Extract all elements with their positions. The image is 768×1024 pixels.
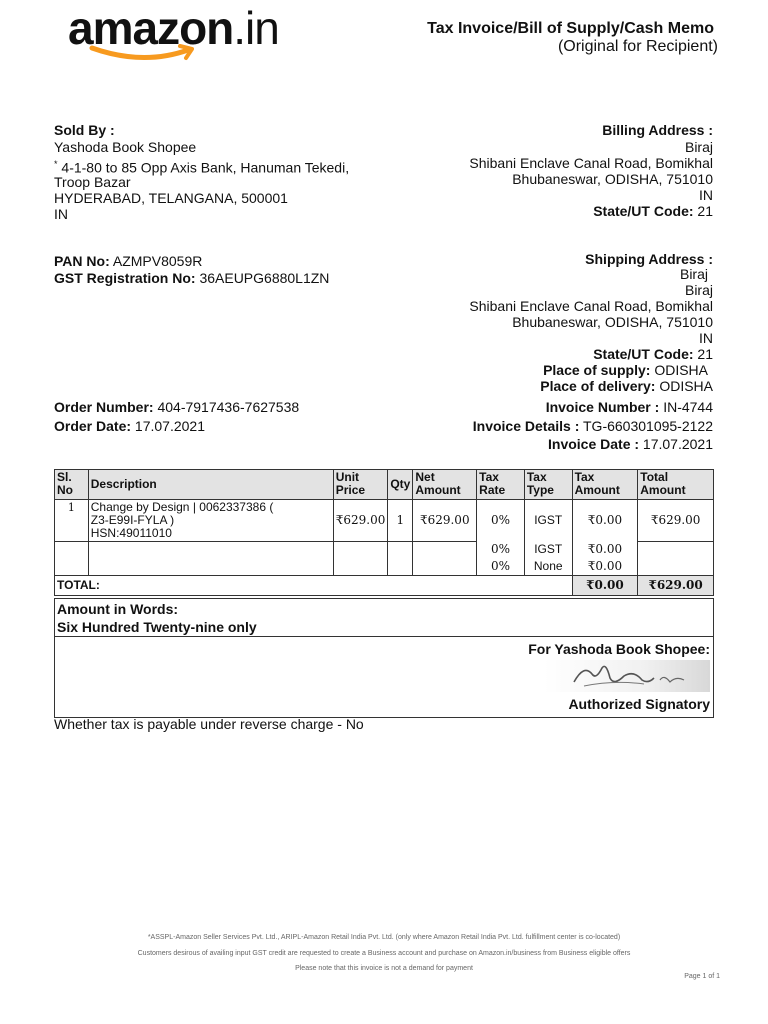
col-header-tax-amount: Tax Amount (572, 470, 638, 500)
order-date (54, 418, 205, 434)
cell-tax-type: None (524, 559, 572, 576)
invoice-number-label: Invoice Number : (545, 399, 660, 415)
document-subtitle: (Original for Recipient) (557, 38, 718, 55)
table-header-row (55, 470, 714, 500)
invoice-date-value: 17.07.2021 (642, 436, 713, 452)
total-tax-amount: ₹0.00 (572, 576, 638, 596)
invoice-details-label: Invoice Details : (472, 418, 580, 434)
page-number: Page 1 of 1 (684, 973, 720, 980)
place-of-delivery-value: ODISHA (659, 378, 713, 394)
footer-line-3: Please note that this invoice is not a demand for payment (295, 965, 473, 972)
order-number (54, 399, 299, 415)
cell-empty (413, 542, 477, 576)
cell-tax-rate: 0% (477, 559, 525, 576)
total-label: TOTAL: (55, 576, 573, 596)
shipping-address-label: Shipping Address : (585, 251, 713, 267)
amount-in-words-value: Six Hundred Twenty-nine only (57, 619, 257, 635)
seller-star: * (54, 159, 58, 169)
cell-tax-type: IGST (524, 542, 572, 559)
cell-tax-amount: ₹0.00 (572, 559, 638, 576)
billing-state-value: 21 (697, 203, 713, 219)
shipping-state-label: State/UT Code: (593, 346, 694, 362)
seller-address-1-text: 4-1-80 to 85 Opp Axis Bank, Hanuman Tekedi, (61, 159, 350, 176)
cell-net-amount: ₹629.00 (413, 500, 477, 542)
handwritten-signature-icon (544, 660, 710, 692)
place-of-delivery-label: Place of delivery: (540, 378, 656, 394)
amazon-logo (68, 2, 308, 70)
invoice-date-label: Invoice Date : (548, 436, 640, 452)
col-header-tax-rate: Tax Rate (477, 470, 525, 500)
footer-line-2: Customers desirous of availing input GST credit are requested to create a Business account and purchase on Amazon.in/business from Business eligible offers (137, 950, 631, 957)
cell-sl: 1 (55, 500, 89, 542)
total-row (55, 576, 714, 596)
shipping-state-code (593, 346, 713, 362)
cell-empty (388, 542, 413, 576)
authorized-signatory-label: Authorized Signatory (568, 696, 710, 712)
item-description-2: Z3-E99I-FYLA ) (90, 513, 175, 527)
amount-in-words-box (54, 598, 714, 637)
sold-by-label: Sold By : (54, 122, 115, 138)
cell-description (88, 500, 333, 542)
cell-qty: 1 (388, 500, 413, 542)
col-header-sl: Sl. No (55, 470, 89, 500)
billing-country: IN (699, 187, 713, 203)
seller-country: IN (54, 206, 68, 222)
logo-text: amazon (68, 2, 234, 54)
billing-address-1: Shibani Enclave Canal Road, Bomikhal (469, 155, 713, 171)
billing-state-code (593, 203, 713, 219)
document-title: Tax Invoice/Bill of Supply/Cash Memo (427, 20, 714, 37)
place-of-supply-value: ODISHA (654, 362, 708, 378)
place-of-supply (543, 362, 708, 378)
cell-tax-amount: ₹0.00 (572, 542, 638, 559)
amount-in-words-label: Amount in Words: (57, 601, 179, 617)
col-header-description: Description (88, 470, 333, 500)
items-table (54, 469, 714, 596)
place-of-supply-label: Place of supply: (543, 362, 651, 378)
footer-line-1: *ASSPL-Amazon Seller Services Pvt. Ltd., ARIPL-Amazon Retail India Pvt. Ltd. (only where Amazon Retail India Pvt. Ltd. fulfillment center is co-located) (147, 934, 621, 941)
billing-name: Biraj (684, 139, 713, 155)
order-date-value: 17.07.2021 (134, 418, 205, 434)
smile-icon (88, 44, 198, 62)
shipping-state-value: 21 (697, 346, 713, 362)
billing-address-2: Bhubaneswar, ODISHA, 751010 (512, 171, 713, 187)
order-date-label: Order Date: (54, 418, 132, 434)
shipping-name-2: Biraj (684, 282, 713, 298)
invoice-details (473, 418, 713, 434)
seller-address-3: HYDERABAD, TELANGANA, 500001 (54, 190, 288, 206)
logo-suffix: .in (233, 2, 279, 54)
signature-for-label: For Yashoda Book Shopee: (528, 641, 710, 657)
reverse-charge-note: Whether tax is payable under reverse charge - No (54, 716, 364, 732)
cell-empty (333, 542, 388, 576)
order-number-value: 404-7917436-7627538 (157, 399, 300, 415)
cell-empty (55, 542, 89, 576)
pan-label: PAN No: (54, 253, 110, 269)
pan-value: AZMPV8059R (112, 253, 203, 269)
gst-value: 36AEUPG6880L1ZN (199, 270, 330, 286)
shipping-address-1: Shibani Enclave Canal Road, Bomikhal (469, 298, 713, 314)
col-header-qty: Qty (388, 470, 413, 500)
item-description-1: Change by Design | 0062337386 ( (90, 500, 274, 514)
invoice-number (546, 399, 713, 415)
invoice-number-value: IN-4744 (663, 399, 713, 415)
invoice-date (548, 436, 713, 452)
col-header-tax-type: Tax Type (524, 470, 572, 500)
col-header-total-amount: Total Amount (638, 470, 714, 500)
cell-tax-type: IGST (524, 500, 572, 542)
order-number-label: Order Number: (54, 399, 154, 415)
cell-empty (88, 542, 333, 576)
signature-image (544, 660, 710, 692)
billing-state-label: State/UT Code: (593, 203, 694, 219)
shipping-name-1: Biraj (679, 266, 708, 282)
gst-number (54, 270, 329, 286)
seller-address-1 (54, 156, 349, 176)
cell-total-amount: ₹629.00 (638, 500, 714, 542)
table-row (55, 500, 714, 542)
billing-address-label: Billing Address : (602, 122, 713, 138)
gst-label: GST Registration No: (54, 270, 196, 286)
col-header-unit-price: Unit Price (333, 470, 388, 500)
place-of-delivery (540, 378, 713, 394)
seller-address-2: Troop Bazar (54, 174, 131, 190)
cell-unit-price: ₹629.00 (333, 500, 388, 542)
shipping-country: IN (699, 330, 713, 346)
col-header-net-amount: Net Amount (413, 470, 477, 500)
cell-tax-amount: ₹0.00 (572, 500, 638, 542)
cell-tax-rate: 0% (477, 542, 525, 559)
pan-number (54, 253, 202, 269)
cell-tax-rate: 0% (477, 500, 525, 542)
item-hsn: HSN:49011010 (90, 526, 172, 540)
table-row (55, 542, 714, 559)
seller-name: Yashoda Book Shopee (54, 139, 197, 155)
total-amount: ₹629.00 (638, 576, 714, 596)
cell-empty (638, 542, 714, 576)
invoice-details-value: TG-660301095-2122 (583, 418, 713, 434)
shipping-address-2: Bhubaneswar, ODISHA, 751010 (512, 314, 713, 330)
